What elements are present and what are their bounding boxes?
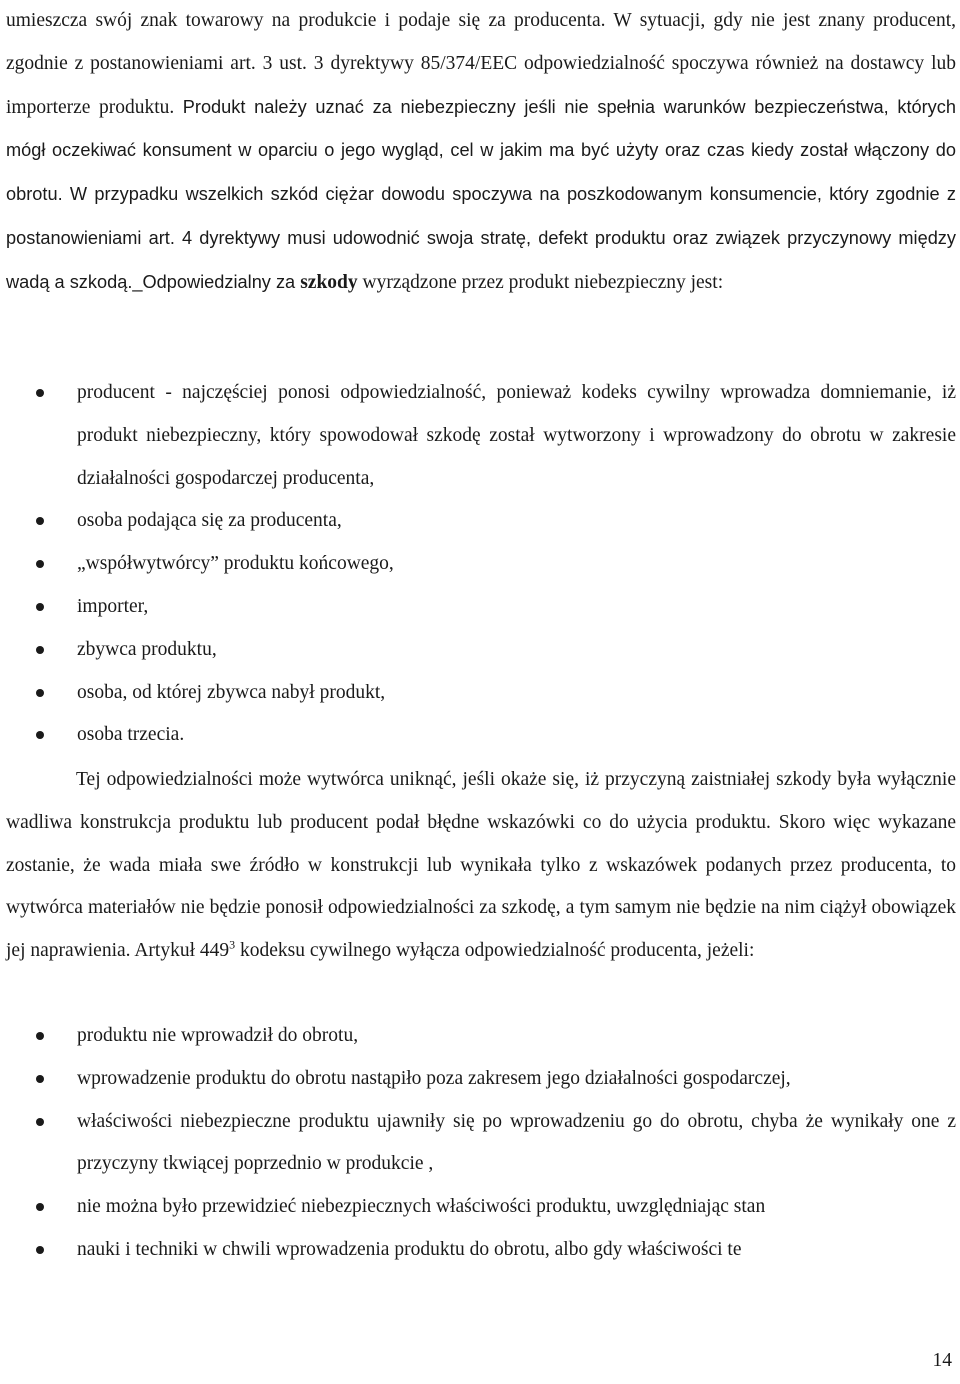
list-item: importer, [0,586,956,629]
list-item: wprowadzenie produktu do obrotu nastąpiło poza zakresem jego działalności gospodarczej, [0,1058,956,1101]
list-item: producent - najczęściej ponosi odpowiedzialność, ponieważ kodeks cywilny wprowadza domniemanie, iż produkt niebezpieczny, który spowodował szkodę został wytworzony i wprowadzony do obrotu w zakresie działalności gospodarczej producenta, [0,372,956,500]
bullet-icon [36,389,44,397]
bullet-icon [36,603,44,611]
bullet-icon [36,689,44,697]
list-exclusion-conditions [0,1015,956,1272]
bullet-icon [36,1032,44,1040]
list-item: nie można było przewidzieć niebezpiecznych właściwości produktu, uwzględniając stan [0,1186,956,1229]
list-item: osoba trzecia. [0,714,956,757]
text-responsible-for: _Odpowiedzialny za [132,271,301,292]
bullet-icon [36,1203,44,1211]
list-item: zbywca produktu, [0,629,956,672]
list-item: właściwości niebezpieczne produktu ujawniły się po wprowadzeniu go do obrotu, chyba że wynikały one z przyczyny tkwiącej poprzednio w produkcie , [0,1101,956,1187]
list-item: nauki i techniki w chwili wprowadzenia produktu do obrotu, albo gdy właściwości te [0,1229,956,1272]
sentence-importer-liability: umieszcza swój znak towarowy na produkcie i podaje się za producenta. W sytuacji, gdy nie jest znany producent, zgodnie z postanowieniami art. 3 ust. 3 dyrektywy 85/374/EEC odpowiedzialność spoczywa również na dostawcy lub importerze produktu. [6,10,956,118]
bullet-icon [36,1118,44,1126]
text-damage-caused: wyrządzone przez produkt niebezpieczny jest: [357,271,724,293]
page-number: 14 [932,1350,952,1371]
list-responsible-parties [0,372,956,757]
paragraph-liability-exclusion: Tej odpowiedzialności może wytwórca uniknąć, jeśli okaże się, iż przyczyną zaistniałej szkody była wyłącznie wadliwa konstrukcja produktu lub producent podał błędne wskazówki co do użycia produktu. Skoro więc wykazane zostanie, że wada miała swe źródło w konstrukcji lub wynikała tylko z wskazówek podanych przez producenta, to wytwórca materiałów nie będzie ponosił odpowiedzialności za szkodę, a tym samym nie będzie na nim ciążył obowiązek jej naprawienia. Artykuł $449^3$ kodeksu cywilnego wyłącza odpowiedzialność producenta, jeżeli: [6,769,956,962]
list-item: produktu nie wprowadził do obrotu, [0,1015,956,1058]
list-item: „współwytwórcy” produktu końcowego, [0,543,956,586]
bullet-icon [36,1246,44,1254]
bullet-icon [36,560,44,568]
superscript-article: 3 [229,937,236,952]
paragraph-producer-liability [6,0,956,305]
bullet-icon [36,517,44,525]
list-item: osoba, od której zbywca nabył produkt, [0,672,956,715]
bullet-icon [36,646,44,654]
bullet-icon [36,1075,44,1083]
bullet-icon [36,731,44,739]
sentence-dangerous-product: Produkt należy uznać za niebezpieczny jeśli nie spełnia warunków bezpieczeństwa, których mógł oczekiwać konsument w oparciu o jego wygląd, cel w jakim ma być użyty oraz czas kiedy został włączony do obrotu. W przypadku wszelkich szkód ciężar dowodu spoczywa na poszkodowanym konsumencie, który zgodnie z postanowieniami art. 4 dyrektywy musi udowodnić swoja stratę, defekt produktu oraz związek przyczynowy między wadą a szkodą. [6,96,956,292]
list-item: osoba podająca się za producenta, [0,500,956,543]
keyword-szkody: szkody [300,271,358,293]
